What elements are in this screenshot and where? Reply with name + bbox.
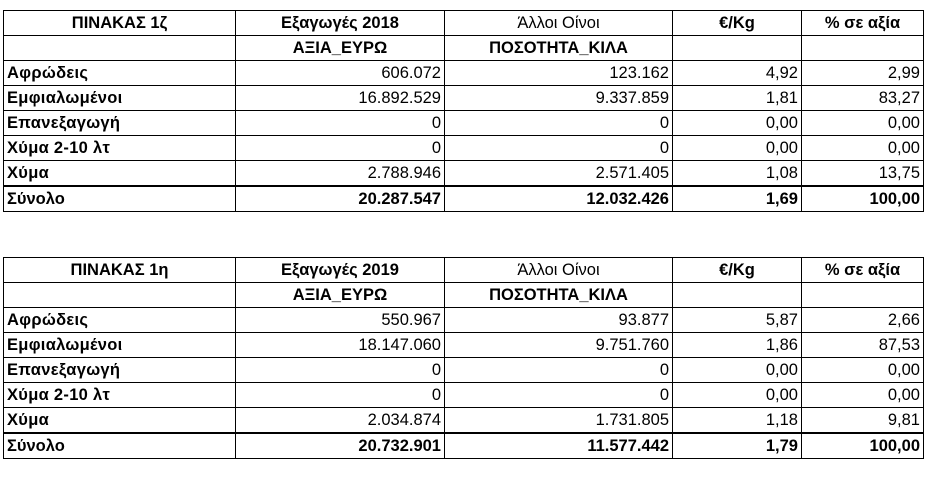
row-label[interactable]: Εμφιαλωμένοι — [4, 86, 236, 111]
table-title[interactable]: ΠΙΝΑΚΑΣ 1ζ — [4, 11, 236, 36]
cell-price[interactable]: 1,18 — [673, 408, 802, 434]
total-value[interactable]: 20.732.901 — [236, 433, 445, 459]
cell-value[interactable]: 0 — [236, 136, 445, 161]
table-row — [4, 161, 924, 187]
total-price[interactable]: 1,79 — [673, 433, 802, 459]
total-qty[interactable]: 12.032.426 — [445, 186, 673, 212]
table-pinakas-1i — [3, 257, 924, 459]
cell-value[interactable]: 16.892.529 — [236, 86, 445, 111]
total-price[interactable]: 1,69 — [673, 186, 802, 212]
row-label[interactable]: Χύμα 2-10 λτ — [4, 136, 236, 161]
header-price-per-kg[interactable]: €/Kg — [673, 11, 802, 36]
cell-value[interactable]: 18.147.060 — [236, 333, 445, 358]
table-row — [4, 86, 924, 111]
cell-price[interactable]: 1,08 — [673, 161, 802, 187]
cell-price[interactable]: 5,87 — [673, 308, 802, 333]
table-pinakas-1z — [3, 10, 924, 212]
cell-value[interactable]: 0 — [236, 111, 445, 136]
cell-price[interactable]: 1,81 — [673, 86, 802, 111]
cell-qty[interactable]: 93.877 — [445, 308, 673, 333]
cell-share[interactable]: 0,00 — [802, 358, 924, 383]
total-share[interactable]: 100,00 — [802, 186, 924, 212]
cell-price[interactable]: 0,00 — [673, 358, 802, 383]
cell-price[interactable]: 1,86 — [673, 333, 802, 358]
cell-share[interactable]: 9,81 — [802, 408, 924, 434]
subheader-empty[interactable] — [802, 283, 924, 308]
cell-qty[interactable]: 9.337.859 — [445, 86, 673, 111]
total-label[interactable]: Σύνολο — [4, 433, 236, 459]
subheader-qty-kg[interactable]: ΠΟΣΟΤΗΤΑ_ΚΙΛΑ — [445, 283, 673, 308]
total-label[interactable]: Σύνολο — [4, 186, 236, 212]
cell-share[interactable]: 0,00 — [802, 136, 924, 161]
cell-value[interactable]: 0 — [236, 358, 445, 383]
subheader-value-eur[interactable]: ΑΞΙΑ_ΕΥΡΩ — [236, 36, 445, 61]
cell-qty[interactable]: 9.751.760 — [445, 333, 673, 358]
subheader-empty[interactable] — [802, 36, 924, 61]
subheader-empty[interactable] — [673, 36, 802, 61]
header-row — [4, 258, 924, 283]
table-row — [4, 408, 924, 434]
cell-qty[interactable]: 1.731.805 — [445, 408, 673, 434]
subheader-empty[interactable] — [673, 283, 802, 308]
cell-value[interactable]: 550.967 — [236, 308, 445, 333]
header-price-per-kg[interactable]: €/Kg — [673, 258, 802, 283]
cell-value[interactable]: 2.034.874 — [236, 408, 445, 434]
table-title[interactable]: ΠΙΝΑΚΑΣ 1η — [4, 258, 236, 283]
cell-price[interactable]: 0,00 — [673, 136, 802, 161]
table-row — [4, 358, 924, 383]
row-label[interactable]: Επανεξαγωγή — [4, 111, 236, 136]
subheader-qty-kg[interactable]: ΠΟΣΟΤΗΤΑ_ΚΙΛΑ — [445, 36, 673, 61]
subheader-empty[interactable] — [4, 36, 236, 61]
table-row — [4, 111, 924, 136]
cell-share[interactable]: 0,00 — [802, 383, 924, 408]
cell-share[interactable]: 13,75 — [802, 161, 924, 187]
header-other-wines[interactable]: Άλλοι Οίνοι — [445, 258, 673, 283]
cell-qty[interactable]: 0 — [445, 383, 673, 408]
cell-price[interactable]: 4,92 — [673, 61, 802, 86]
row-label[interactable]: Επανεξαγωγή — [4, 358, 236, 383]
cell-share[interactable]: 83,27 — [802, 86, 924, 111]
cell-qty[interactable]: 0 — [445, 111, 673, 136]
table-row — [4, 61, 924, 86]
total-row — [4, 186, 924, 212]
cell-qty[interactable]: 123.162 — [445, 61, 673, 86]
row-label[interactable]: Αφρώδεις — [4, 61, 236, 86]
header-exports[interactable]: Εξαγωγές 2018 — [236, 11, 445, 36]
header-other-wines[interactable]: Άλλοι Οίνοι — [445, 11, 673, 36]
cell-qty[interactable]: 2.571.405 — [445, 161, 673, 187]
cell-value[interactable]: 2.788.946 — [236, 161, 445, 187]
row-label[interactable]: Χύμα — [4, 161, 236, 187]
row-label[interactable]: Αφρώδεις — [4, 308, 236, 333]
cell-value[interactable]: 0 — [236, 383, 445, 408]
cell-qty[interactable]: 0 — [445, 136, 673, 161]
row-label[interactable]: Χύμα — [4, 408, 236, 434]
table-row — [4, 308, 924, 333]
cell-price[interactable]: 0,00 — [673, 111, 802, 136]
subheader-row — [4, 283, 924, 308]
row-label[interactable]: Χύμα 2-10 λτ — [4, 383, 236, 408]
total-row — [4, 433, 924, 459]
table-row — [4, 333, 924, 358]
header-row — [4, 11, 924, 36]
cell-value[interactable]: 606.072 — [236, 61, 445, 86]
total-share[interactable]: 100,00 — [802, 433, 924, 459]
subheader-value-eur[interactable]: ΑΞΙΑ_ΕΥΡΩ — [236, 283, 445, 308]
cell-share[interactable]: 0,00 — [802, 111, 924, 136]
row-label[interactable]: Εμφιαλωμένοι — [4, 333, 236, 358]
cell-price[interactable]: 0,00 — [673, 383, 802, 408]
table-row — [4, 383, 924, 408]
header-value-share[interactable]: % σε αξία — [802, 258, 924, 283]
header-value-share[interactable]: % σε αξία — [802, 11, 924, 36]
cell-share[interactable]: 2,99 — [802, 61, 924, 86]
table-row — [4, 136, 924, 161]
total-value[interactable]: 20.287.547 — [236, 186, 445, 212]
subheader-empty[interactable] — [4, 283, 236, 308]
cell-qty[interactable]: 0 — [445, 358, 673, 383]
header-exports[interactable]: Εξαγωγές 2019 — [236, 258, 445, 283]
cell-share[interactable]: 87,53 — [802, 333, 924, 358]
total-qty[interactable]: 11.577.442 — [445, 433, 673, 459]
cell-share[interactable]: 2,66 — [802, 308, 924, 333]
subheader-row — [4, 36, 924, 61]
